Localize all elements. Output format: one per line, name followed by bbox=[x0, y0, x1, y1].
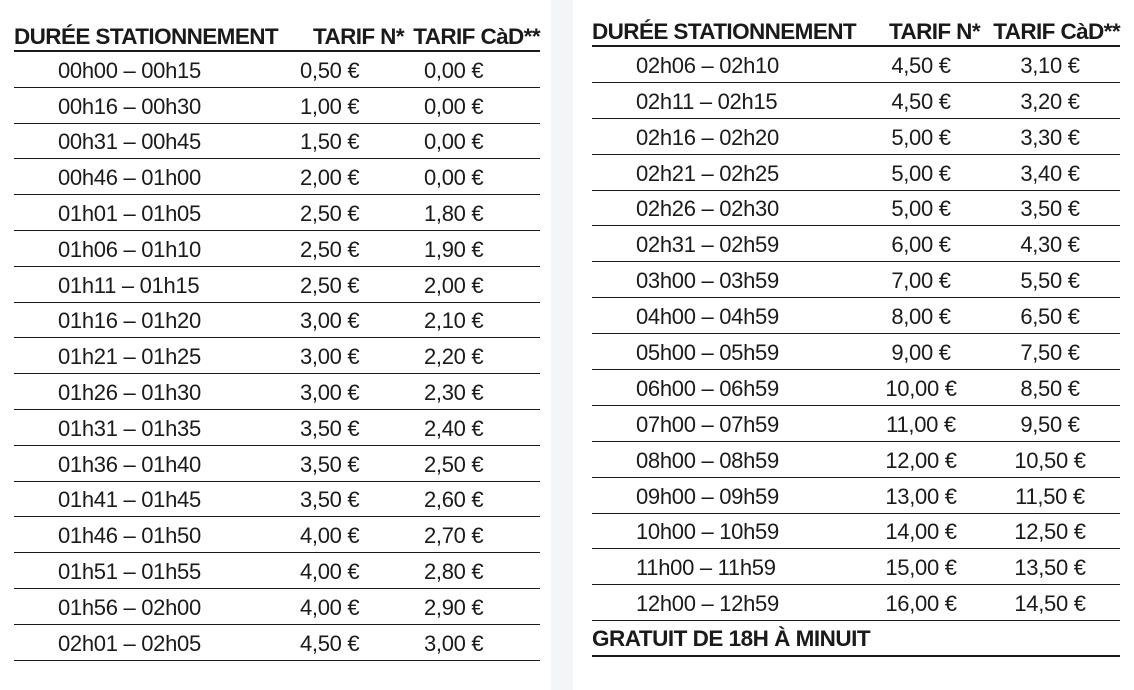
table-row bbox=[592, 406, 1120, 442]
table-row bbox=[14, 52, 540, 88]
rate-cad-cell: 12,50 € bbox=[1014, 519, 1086, 545]
rate-n-cell: 5,00 € bbox=[891, 196, 951, 222]
rate-n-cell: 8,00 € bbox=[891, 304, 951, 330]
rate-cad-cell: 7,50 € bbox=[1020, 340, 1080, 366]
duration-cell: 02h16 – 02h20 bbox=[636, 124, 779, 150]
table-row bbox=[592, 370, 1120, 406]
table-row bbox=[14, 410, 540, 446]
header-rate-cad: TARIF CàD** bbox=[413, 24, 540, 49]
duration-cell: 02h21 – 02h25 bbox=[636, 160, 779, 186]
table-row bbox=[14, 267, 540, 303]
rate-cad-cell: 10,50 € bbox=[1014, 447, 1086, 473]
duration-cell: 03h00 – 03h59 bbox=[636, 268, 779, 294]
rate-n-cell: 16,00 € bbox=[885, 591, 957, 617]
rate-cad-cell: 8,50 € bbox=[1020, 375, 1080, 401]
header-rate-cad: TARIF CàD** bbox=[993, 19, 1120, 44]
duration-cell: 00h00 – 00h15 bbox=[58, 57, 201, 83]
table-row bbox=[14, 159, 540, 195]
rate-cad-cell: 4,30 € bbox=[1020, 232, 1080, 258]
duration-cell: 04h00 – 04h59 bbox=[636, 304, 779, 330]
duration-cell: 00h16 – 00h30 bbox=[58, 93, 201, 119]
rate-cad-cell: 2,50 € bbox=[424, 451, 484, 477]
duration-cell: 06h00 – 06h59 bbox=[636, 375, 779, 401]
rate-n-cell: 4,00 € bbox=[300, 594, 360, 620]
rate-n-cell: 9,00 € bbox=[891, 340, 951, 366]
rate-n-cell: 4,50 € bbox=[300, 630, 360, 656]
table-row bbox=[592, 298, 1120, 334]
duration-cell: 01h51 – 01h55 bbox=[58, 558, 201, 584]
rate-cad-cell: 2,60 € bbox=[424, 487, 484, 513]
header-duration: DURÉE STATIONNEMENT bbox=[14, 24, 279, 49]
header-duration: DURÉE STATIONNEMENT bbox=[592, 19, 857, 44]
rate-table-left bbox=[14, 18, 540, 661]
duration-cell: 01h21 – 01h25 bbox=[58, 344, 201, 370]
rate-n-cell: 4,50 € bbox=[891, 52, 951, 78]
column-separator bbox=[551, 0, 573, 690]
table-row bbox=[14, 625, 540, 661]
rate-n-cell: 1,00 € bbox=[300, 93, 360, 119]
table-header-row bbox=[14, 18, 540, 52]
table-body bbox=[14, 52, 540, 661]
duration-cell: 01h11 – 01h15 bbox=[58, 272, 200, 298]
table-row bbox=[14, 446, 540, 482]
table-row bbox=[14, 517, 540, 553]
duration-cell: 10h00 – 10h59 bbox=[636, 519, 779, 545]
duration-cell: 02h01 – 02h05 bbox=[58, 630, 201, 656]
duration-cell: 02h26 – 02h30 bbox=[636, 196, 779, 222]
duration-cell: 05h00 – 05h59 bbox=[636, 340, 779, 366]
rate-n-cell: 1,50 € bbox=[300, 129, 360, 155]
rate-n-cell: 14,00 € bbox=[885, 519, 957, 545]
table-row bbox=[592, 83, 1120, 119]
duration-cell: 08h00 – 08h59 bbox=[636, 447, 779, 473]
duration-cell: 01h06 – 01h10 bbox=[58, 236, 201, 262]
rate-n-cell: 3,00 € bbox=[300, 379, 360, 405]
rate-n-cell: 2,50 € bbox=[300, 236, 360, 262]
duration-cell: 11h00 – 11h59 bbox=[636, 555, 776, 581]
rate-cad-cell: 0,00 € bbox=[424, 57, 484, 83]
table-row bbox=[14, 589, 540, 625]
rate-cad-cell: 3,30 € bbox=[1020, 124, 1080, 150]
duration-cell: 09h00 – 09h59 bbox=[636, 483, 779, 509]
table-row bbox=[14, 338, 540, 374]
rate-cad-cell: 1,80 € bbox=[424, 200, 484, 226]
rate-cad-cell: 3,40 € bbox=[1020, 160, 1080, 186]
rate-n-cell: 3,50 € bbox=[300, 487, 360, 513]
rate-cad-cell: 1,90 € bbox=[424, 236, 484, 262]
table-body bbox=[592, 47, 1120, 621]
rate-cad-cell: 2,90 € bbox=[424, 594, 484, 620]
rate-n-cell: 10,00 € bbox=[885, 375, 957, 401]
rate-n-cell: 4,50 € bbox=[891, 88, 951, 114]
duration-cell: 01h26 – 01h30 bbox=[58, 379, 201, 405]
rate-n-cell: 5,00 € bbox=[891, 124, 951, 150]
table-row bbox=[592, 226, 1120, 262]
rate-n-cell: 2,50 € bbox=[300, 272, 360, 298]
duration-cell: 01h01 – 01h05 bbox=[58, 200, 201, 226]
rate-cad-cell: 5,50 € bbox=[1020, 268, 1080, 294]
rate-cad-cell: 2,20 € bbox=[424, 344, 484, 370]
rate-cad-cell: 3,50 € bbox=[1020, 196, 1080, 222]
header-rate-n: TARIF N* bbox=[312, 24, 404, 49]
table-row bbox=[14, 231, 540, 267]
duration-cell: 07h00 – 07h59 bbox=[636, 411, 779, 437]
rate-cad-cell: 3,20 € bbox=[1020, 88, 1080, 114]
rate-n-cell: 11,00 € bbox=[886, 411, 956, 437]
table-row bbox=[592, 47, 1120, 83]
rate-n-cell: 3,50 € bbox=[300, 415, 360, 441]
footer-note-text: GRATUIT DE 18H À MINUIT bbox=[592, 626, 871, 652]
rate-n-cell: 3,00 € bbox=[300, 308, 360, 334]
table-row bbox=[592, 191, 1120, 227]
table-row bbox=[592, 585, 1120, 621]
rate-n-cell: 13,00 € bbox=[885, 483, 957, 509]
rate-cad-cell: 3,00 € bbox=[424, 630, 484, 656]
table-row bbox=[592, 442, 1120, 478]
table-row bbox=[14, 553, 540, 589]
rate-cad-cell: 3,10 € bbox=[1020, 52, 1080, 78]
table-row bbox=[14, 374, 540, 410]
table-row bbox=[14, 195, 540, 231]
table-row bbox=[14, 303, 540, 339]
rate-n-cell: 3,50 € bbox=[300, 451, 360, 477]
rate-cad-cell: 0,00 € bbox=[424, 93, 484, 119]
table-row bbox=[592, 119, 1120, 155]
duration-cell: 01h16 – 01h20 bbox=[58, 308, 201, 334]
duration-cell: 02h31 – 02h59 bbox=[636, 232, 779, 258]
table-row bbox=[592, 478, 1120, 514]
rate-n-cell: 2,00 € bbox=[300, 165, 360, 191]
duration-cell: 00h46 – 01h00 bbox=[58, 165, 201, 191]
table-row bbox=[592, 549, 1120, 585]
rate-cad-cell: 2,10 € bbox=[424, 308, 484, 334]
duration-cell: 12h00 – 12h59 bbox=[636, 591, 779, 617]
rate-cad-cell: 14,50 € bbox=[1014, 591, 1086, 617]
rate-n-cell: 3,00 € bbox=[300, 344, 360, 370]
rate-n-cell: 4,00 € bbox=[300, 558, 360, 584]
rate-cad-cell: 2,40 € bbox=[424, 415, 484, 441]
rate-cad-cell: 2,70 € bbox=[424, 523, 484, 549]
table-row bbox=[592, 514, 1120, 550]
duration-cell: 01h56 – 02h00 bbox=[58, 594, 201, 620]
rate-cad-cell: 2,80 € bbox=[424, 558, 484, 584]
rate-n-cell: 2,50 € bbox=[300, 200, 360, 226]
table-row bbox=[592, 155, 1120, 191]
duration-cell: 01h31 – 01h35 bbox=[58, 415, 201, 441]
rate-cad-cell: 9,50 € bbox=[1020, 411, 1080, 437]
rate-cad-cell: 6,50 € bbox=[1020, 304, 1080, 330]
duration-cell: 00h31 – 00h45 bbox=[58, 129, 201, 155]
rate-table-right bbox=[592, 13, 1120, 657]
header-rate-n: TARIF N* bbox=[888, 19, 980, 44]
duration-cell: 01h36 – 01h40 bbox=[58, 451, 201, 477]
rate-n-cell: 15,00 € bbox=[885, 555, 957, 581]
duration-cell: 02h11 – 02h15 bbox=[636, 88, 778, 114]
rate-cad-cell: 2,00 € bbox=[424, 272, 484, 298]
table-row bbox=[14, 124, 540, 160]
table-header-row bbox=[592, 13, 1120, 47]
free-period-note bbox=[592, 621, 1120, 657]
rate-n-cell: 0,50 € bbox=[300, 57, 360, 83]
rate-n-cell: 12,00 € bbox=[885, 447, 957, 473]
duration-cell: 01h41 – 01h45 bbox=[58, 487, 201, 513]
rate-n-cell: 4,00 € bbox=[300, 523, 360, 549]
table-row bbox=[592, 262, 1120, 298]
table-row bbox=[592, 334, 1120, 370]
table-row bbox=[14, 88, 540, 124]
rate-n-cell: 6,00 € bbox=[891, 232, 951, 258]
rate-cad-cell: 0,00 € bbox=[424, 165, 484, 191]
rate-cad-cell: 13,50 € bbox=[1014, 555, 1086, 581]
duration-cell: 02h06 – 02h10 bbox=[636, 52, 779, 78]
table-row bbox=[14, 482, 540, 518]
rate-cad-cell: 0,00 € bbox=[424, 129, 484, 155]
rate-n-cell: 7,00 € bbox=[891, 268, 951, 294]
rate-cad-cell: 11,50 € bbox=[1015, 483, 1085, 509]
duration-cell: 01h46 – 01h50 bbox=[58, 523, 201, 549]
rate-n-cell: 5,00 € bbox=[891, 160, 951, 186]
rate-cad-cell: 2,30 € bbox=[424, 379, 484, 405]
